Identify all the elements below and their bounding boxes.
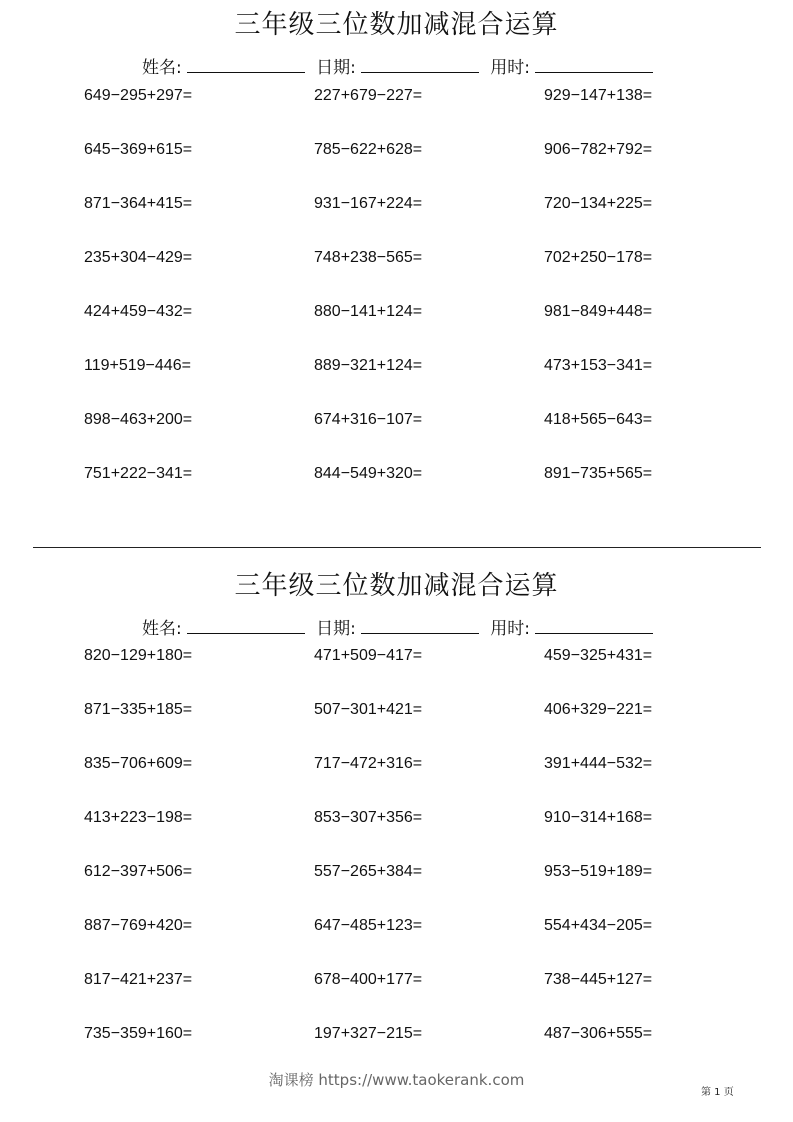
- math-problem: 720−134+225=: [544, 195, 653, 212]
- math-problem: 929−147+138=: [544, 87, 653, 104]
- math-problem: 953−519+189=: [544, 863, 653, 880]
- math-problem: 738−445+127=: [544, 971, 653, 988]
- math-problem: 906−782+792=: [544, 141, 653, 158]
- math-problem: 817−421+237=: [84, 971, 193, 988]
- math-problem: 880−141+124=: [314, 303, 423, 320]
- time-blank[interactable]: [535, 58, 653, 73]
- math-problem: 557−265+384=: [314, 863, 423, 880]
- math-problem: 649−295+297=: [84, 87, 193, 104]
- math-problem: 735−359+160=: [84, 1025, 193, 1042]
- math-problem: 487−306+555=: [544, 1025, 653, 1042]
- math-problem: 748+238−565=: [314, 249, 423, 266]
- math-problem: 612−397+506=: [84, 863, 193, 880]
- date-label: 日期:: [316, 58, 356, 78]
- math-problem: 471+509−417=: [314, 647, 423, 664]
- math-problem: 871−335+185=: [84, 701, 193, 718]
- math-problem: 227+679−227=: [314, 87, 423, 104]
- time-blank[interactable]: [535, 619, 653, 634]
- time-label: 用时:: [490, 58, 531, 78]
- page-title: 三年级三位数加减混合运算: [234, 10, 559, 40]
- math-problem: 931−167+224=: [314, 195, 423, 212]
- page-number: 第 1 页: [701, 1087, 734, 1098]
- math-problem: 717−472+316=: [314, 755, 423, 772]
- math-problem: 835−706+609=: [84, 755, 193, 772]
- page-title: 三年级三位数加减混合运算: [234, 571, 559, 601]
- name-blank[interactable]: [187, 619, 305, 634]
- math-problem: 674+316−107=: [314, 411, 423, 428]
- date-blank[interactable]: [361, 58, 479, 73]
- math-problem: 844−549+320=: [314, 465, 423, 482]
- math-problem: 235+304−429=: [84, 249, 193, 266]
- math-problem: 981−849+448=: [544, 303, 653, 320]
- math-problem: 406+329−221=: [544, 701, 653, 718]
- math-problem: 887−769+420=: [84, 917, 193, 934]
- math-problem: 391+444−532=: [544, 755, 653, 772]
- math-problem: 473+153−341=: [544, 357, 653, 374]
- math-problem: 751+222−341=: [84, 465, 193, 482]
- math-problem: 891−735+565=: [544, 465, 653, 482]
- student-info-row: [142, 619, 659, 639]
- student-info-row: [142, 58, 659, 78]
- math-problem: 424+459−432=: [84, 303, 193, 320]
- math-problem: 459−325+431=: [544, 647, 653, 664]
- section-divider: [33, 547, 761, 548]
- math-problem: 910−314+168=: [544, 809, 653, 826]
- math-problem: 820−129+180=: [84, 647, 193, 664]
- math-problem: 785−622+628=: [314, 141, 423, 158]
- date-label: 日期:: [316, 619, 356, 639]
- name-label: 姓名:: [142, 58, 182, 78]
- math-problem: 418+565−643=: [544, 411, 653, 428]
- math-problem: 119+519−446=: [84, 357, 191, 374]
- math-problem: 554+434−205=: [544, 917, 653, 934]
- date-blank[interactable]: [361, 619, 479, 634]
- footer-watermark: 淘课榜 https://www.taokerank.com: [268, 1071, 525, 1089]
- name-blank[interactable]: [187, 58, 305, 73]
- math-problem: 507−301+421=: [314, 701, 423, 718]
- math-problem: 678−400+177=: [314, 971, 423, 988]
- math-problem: 871−364+415=: [84, 195, 193, 212]
- math-problem: 197+327−215=: [314, 1025, 423, 1042]
- math-problem: 647−485+123=: [314, 917, 423, 934]
- name-label: 姓名:: [142, 619, 182, 639]
- math-problem: 702+250−178=: [544, 249, 653, 266]
- math-problem: 413+223−198=: [84, 809, 193, 826]
- math-problem: 645−369+615=: [84, 141, 193, 158]
- math-problem: 898−463+200=: [84, 411, 193, 428]
- math-problem: 853−307+356=: [314, 809, 423, 826]
- time-label: 用时:: [490, 619, 531, 639]
- math-problem: 889−321+124=: [314, 357, 423, 374]
